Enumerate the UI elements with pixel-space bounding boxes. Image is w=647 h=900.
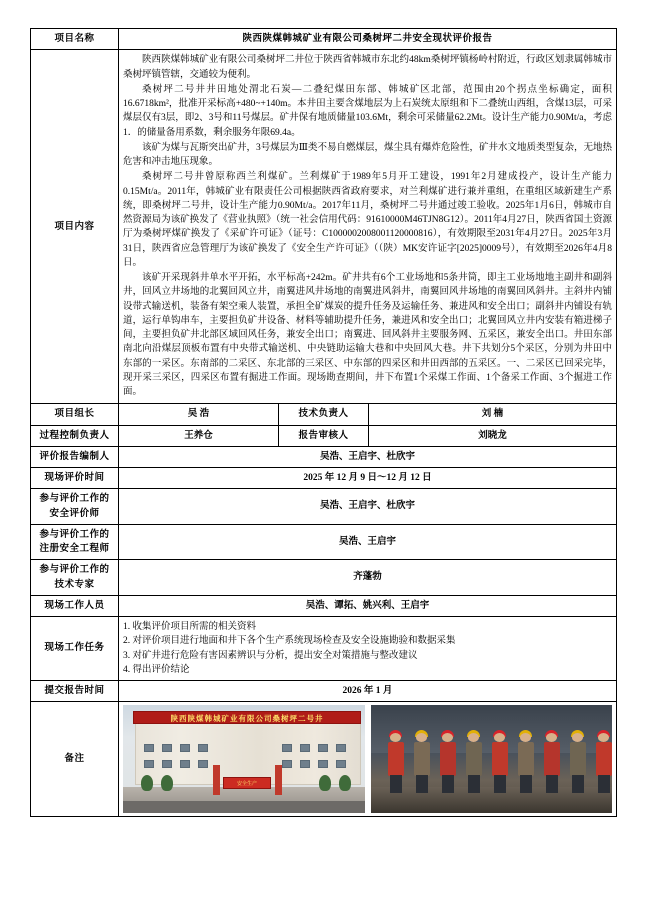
remarks-photos: [119, 702, 617, 817]
building-window: [300, 760, 310, 768]
content-paragraph-4: 桑树坪二号井曾原称西兰利煤矿。兰利煤矿于1989年5月开工建设，1991年2月建成投产，设计生产能力0.15Mt/a。2011年，韩城矿业有限责任公司根据陕西省政府要求，对兰利煤矿进行兼并重组，在重组区域新建生产系统，即桑树坪二号井，设计生产能力0.90Mt/a。2017年11月，桑树坪二号井通过竣工验收。2025年1月6日，韩城市自然资源局为该矿换发了《营业执照》（统一社会信用代码：91610000M46TJN8G12）。2011年4月27日，陕西省国土资源厅为桑树坪煤矿换发了《采矿许可证》（证号：C1000002008001120000816），有效期限至2031年4月27日。2025年3月31日，陕西省应急管理厅为该矿换发了《安全生产许可证》（（陕）MK安许证字[2025]0009号），有效期至2026年4月8日。: [123, 172, 612, 268]
tech-expert-label: 参与评价工作的技术专家: [31, 560, 119, 596]
table-row-site-tasks: [31, 617, 617, 681]
building-window: [198, 744, 208, 752]
table-row-submit-time: [31, 681, 617, 702]
person-legs: [598, 775, 610, 793]
tech-expert-value: 齐蓬勃: [119, 560, 617, 596]
person-legs: [494, 775, 506, 793]
photo-row: [123, 705, 612, 813]
table-row-project-name: [31, 29, 617, 50]
building-window: [282, 744, 292, 752]
content-paragraph-5: 该矿开采现斜井单水平开拓，水平标高+242m。矿井共有6个工业场地和5条井筒，即主工业场地地主副井和副斜井，回风立井场地的北翼回风立井，南翼进风井场地的南翼进风斜井，南翼回风井场地的南翼回风斜井。主斜井内铺设带式输送机，装备有架空乘人装置，承担全矿煤炭的提升任务及运输任务、兼进风和安全出口；副斜井内铺设有轨道，运行单钩串车，主要担负矿井设备、材料等辅助提升任务，兼进风和安全出口；北翼回风立井内安装有箱进梯子间，主要担负矿井北部区域回风任务，兼安全出口；南翼进、回风斜井主要服务网、五采区，兼安全出口。井田东部南北向沿煤层顶板布置有中央带式输送机、中央链助运输大巷和中央回风大巷。井下共划分5个采区，分别为井田中东部的一采区。东南部的二采区、东北部的三采区、中东部的四采区和井田西部的五采区。一、二采区已回采完毕，现开采三采区，四采区布置有掘进工作面。现场勘查期间，井下布置1个采煤工作面、1个备采工作面、3个掘进工作面。: [123, 273, 612, 397]
person-body: [596, 742, 612, 776]
person-head: [442, 733, 453, 742]
site-task-item-1: 1. 收集评价项目所需的相关资料: [123, 622, 257, 632]
site-tasks-label: 现场工作任务: [31, 617, 119, 681]
submit-time-label: 提交报告时间: [31, 681, 119, 702]
person-legs: [546, 775, 558, 793]
person-figure: [595, 733, 613, 793]
table-row-site-workers: [31, 595, 617, 616]
person-figure: [413, 733, 431, 793]
person-figure: [465, 733, 483, 793]
report-writer-value: 吴浩、王启宇、杜欣宇: [119, 446, 617, 467]
site-workers-label: 现场工作人员: [31, 595, 119, 616]
project-name-value: 陕西陕煤韩城矿业有限公司桑树坪二井安全现状评价报告: [119, 29, 617, 50]
report-writer-label: 评价报告编制人: [31, 446, 119, 467]
person-figure: [491, 733, 509, 793]
content-paragraph-2: 桑树坪二号井井田地处渭北石炭—二叠纪煤田东部、韩城矿区北部，范围由20个拐点坐标确定，面积16.6718km²，批准开采标高+480~+140m。本井田主要含煤地层为上石炭统太原组和下二叠统山西组，含煤13层，可采煤层仅有3层，即2、3号和11号煤层。矿井保有地质储量103.6Mt，剩余可采储量62.2Mt。设计生产能力0.90Mt/a，考虑1．的储量备用系数，剩余服务年限69.4a。: [123, 84, 612, 138]
project-content-value: [119, 50, 617, 404]
person-legs: [416, 775, 428, 793]
content-paragraph-3: 该矿为煤与瓦斯突出矿井，3号煤层为Ⅲ类不易自燃煤层，煤尘具有爆炸危险性，矿井水文地质类型复杂，无地热危害和冲击地压现象。: [123, 142, 612, 167]
person-legs: [572, 775, 584, 793]
person-head: [416, 733, 427, 742]
safety-assessor-value: 吴浩、王启宇、杜欣宇: [119, 489, 617, 525]
person-figure: [387, 733, 405, 793]
person-legs: [520, 775, 532, 793]
registered-engineer-value: 吴浩、王启宇: [119, 524, 617, 560]
photo-road: [123, 801, 365, 813]
building-window: [336, 744, 346, 752]
tree: [141, 775, 153, 791]
safety-assessor-label: 参与评价工作的安全评价师: [31, 489, 119, 525]
remarks-label: 备注: [31, 702, 119, 817]
process-control-value: 王养仓: [119, 425, 279, 446]
report-reviewer-label: 报告审核人: [279, 425, 369, 446]
person-legs: [442, 775, 454, 793]
building-window: [180, 760, 190, 768]
site-evaluation-time-label: 现场评价时间: [31, 468, 119, 489]
building-window: [318, 744, 328, 752]
project-content-label: 项目内容: [31, 50, 119, 404]
content-paragraph-1: 陕西陕煤韩城矿业有限公司桑树坪二井位于陕西省韩城市东北约48km桑树坪镇杨岭村附近，行政区划隶属韩城市桑树坪镇管辖，交通较为便利。: [123, 55, 612, 80]
person-body: [466, 742, 482, 776]
registered-engineer-label: 参与评价工作的注册安全工程师: [31, 524, 119, 560]
person-figure: [517, 733, 535, 793]
table-row-project-content: [31, 50, 617, 404]
tree: [339, 775, 351, 791]
person-head: [546, 733, 557, 742]
evaluation-report-table: [30, 28, 617, 817]
table-row-report-writer: [31, 446, 617, 467]
building-window: [198, 760, 208, 768]
table-row-project-leader: [31, 404, 617, 425]
project-leader-label: 项目组长: [31, 404, 119, 425]
evaluation-team-group-photo: [371, 705, 613, 813]
submit-time-value: 2026 年 1 月: [119, 681, 617, 702]
building-window: [144, 760, 154, 768]
table-row-remarks: [31, 702, 617, 817]
person-body: [518, 742, 534, 776]
building-window: [180, 744, 190, 752]
project-leader-value: 吴 浩: [119, 404, 279, 425]
person-body: [440, 742, 456, 776]
building-window: [336, 760, 346, 768]
site-task-item-3: 3. 对矿井进行危险有害因素辨识与分析，提出安全对策措施与整改建议: [123, 650, 418, 661]
photo-banner-text: 陕西陕煤韩城矿业有限公司桑树坪二号井: [133, 711, 361, 724]
mine-entrance-building-photo: [123, 705, 365, 813]
process-control-label: 过程控制负责人: [31, 425, 119, 446]
person-head: [598, 733, 609, 742]
building-window: [162, 744, 172, 752]
site-task-item-4: 4. 得出评价结论: [123, 664, 190, 675]
person-figure: [543, 733, 561, 793]
table-row-tech-expert: [31, 560, 617, 596]
photo-sign-text: 安全生产: [223, 777, 271, 789]
person-body: [544, 742, 560, 776]
person-head: [494, 733, 505, 742]
person-body: [570, 742, 586, 776]
person-body: [388, 742, 404, 776]
person-figure: [569, 733, 587, 793]
table-row-site-time: [31, 468, 617, 489]
building-window: [162, 760, 172, 768]
site-tasks-value: [119, 617, 617, 681]
technical-director-value: 刘 楠: [369, 404, 617, 425]
person-figure: [439, 733, 457, 793]
person-legs: [468, 775, 480, 793]
table-row-safety-assessor: [31, 489, 617, 525]
site-evaluation-time-value: 2025 年 12 月 9 日～12 月 12 日: [119, 468, 617, 489]
person-body: [414, 742, 430, 776]
technical-director-label: 技术负责人: [279, 404, 369, 425]
tree: [161, 775, 173, 791]
person-legs: [390, 775, 402, 793]
person-head: [520, 733, 531, 742]
site-task-item-2: 2. 对评价项目进行地面和井下各个生产系统现场检查及安全设施勘验和数据采集: [123, 636, 456, 647]
site-workers-value: 吴浩、谭拓、姚兴利、王启宇: [119, 595, 617, 616]
red-pillar: [275, 765, 282, 795]
report-reviewer-value: 刘晓龙: [369, 425, 617, 446]
building-window: [282, 760, 292, 768]
person-body: [492, 742, 508, 776]
person-head: [572, 733, 583, 742]
building-window: [300, 744, 310, 752]
project-name-label: 项目名称: [31, 29, 119, 50]
table-row-process-control: [31, 425, 617, 446]
person-head: [390, 733, 401, 742]
person-head: [468, 733, 479, 742]
building-window: [144, 744, 154, 752]
red-pillar: [213, 765, 220, 795]
building-window: [318, 760, 328, 768]
table-row-registered-engineer: [31, 524, 617, 560]
tree: [319, 775, 331, 791]
